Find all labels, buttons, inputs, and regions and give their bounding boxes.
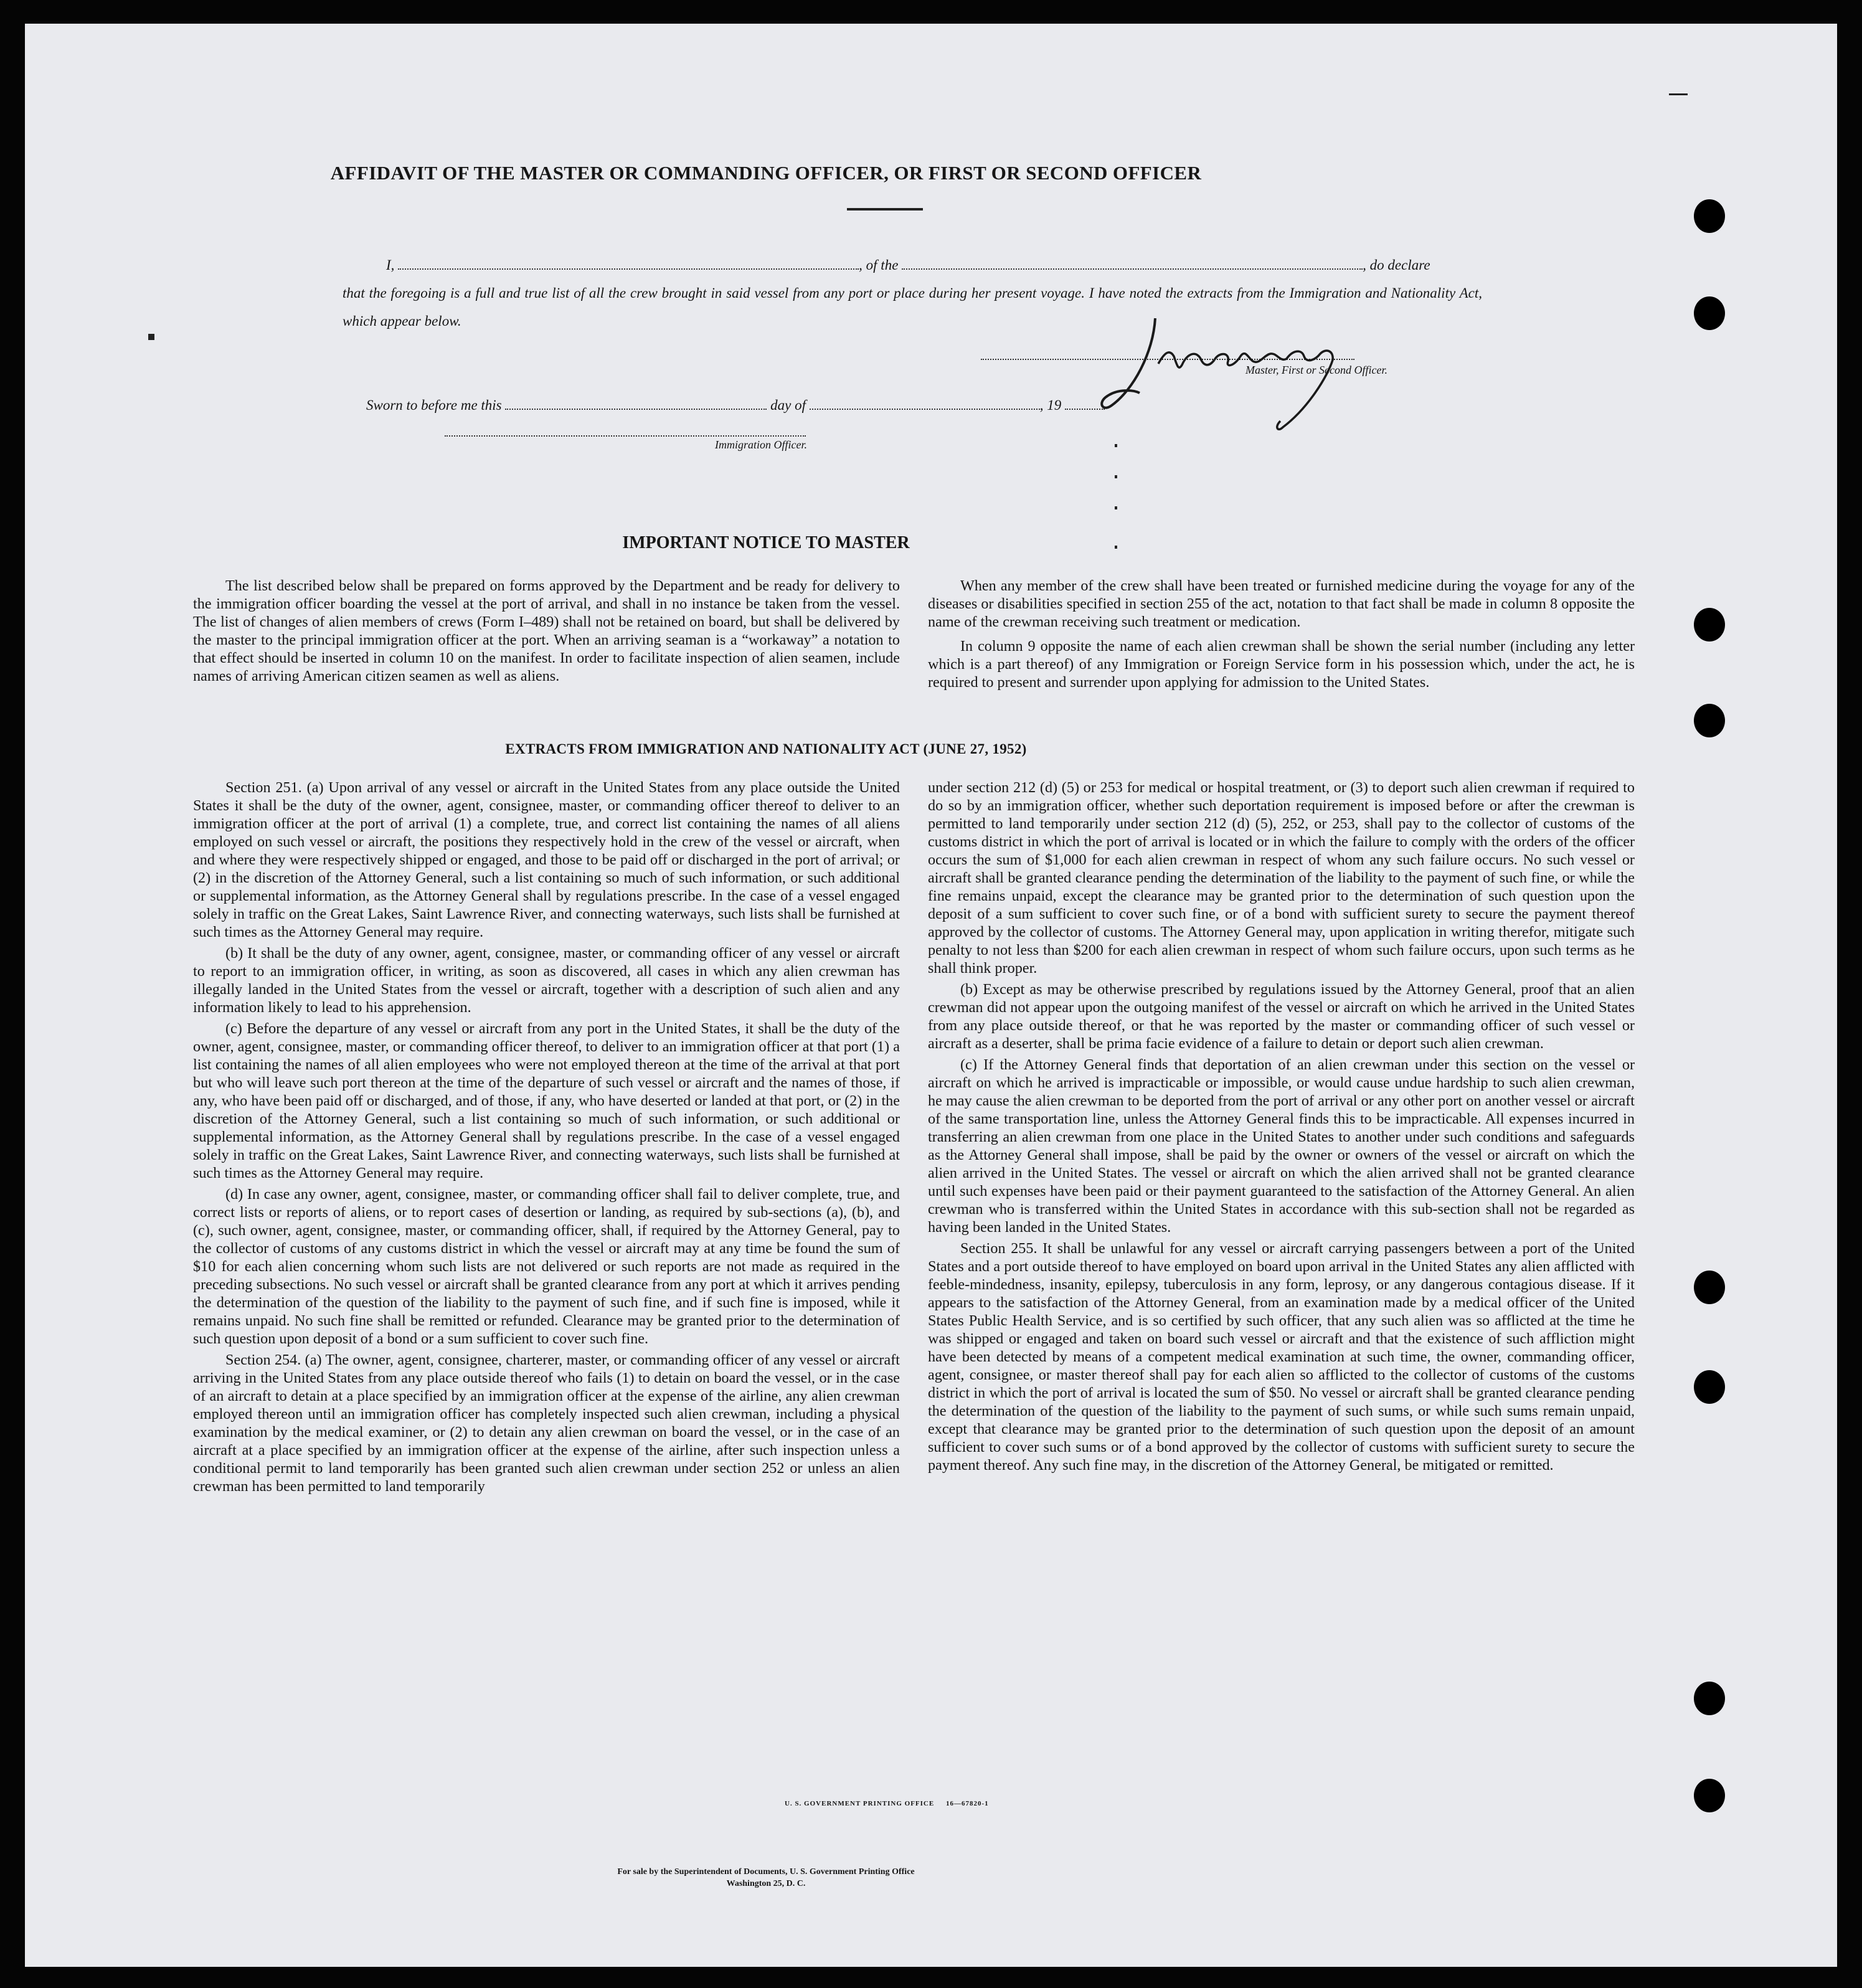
notice-paragraph: The list described below shall be prepared on forms approved by the Department and be ready for delivery to the immigration officer boarding the vessel at the port of arrival, and shall in no instance be taken from the vessel. The list of changes of alien members of crews (Form I–489) shall not be retained on board, but shall be delivered by the master to the principal immigration officer at the port. When an arriving seaman is a “workaway” a notation to that effect should be inserted in column 10 on the manifest. In order to facilitate inspection of alien seamen, include names of arriving American citizen seamen as well as aliens. (193, 577, 900, 684)
officer-caption: Immigration Officer. (715, 438, 807, 451)
notice-paragraph: When any member of the crew shall have been treated or furnished medicine during the voyage for any of the diseases or disabilities specified in section 255 of the act, notation to that fact shall be made in column 8 opposite the name of the crewman receiving such treatment or medication. (928, 577, 1635, 630)
year-prefix: , 19 (1039, 397, 1062, 413)
extract-paragraph: under section 212 (d) (5) or 253 for medical or hospital treatment, or (3) to deport such alien crewman if required to do so by an immigration officer, whether such deportation requirement is imposed before or after the crewman is permitted to land temporarily under section 212 (d) (5), 252, or 253, shall pay to the collector of customs of the customs district in which the port of arrival is located or in which the failure to comply with the orders of the officer occurs the sum of $1,000 for each alien crewman in respect of whom any such failure occurs. No such vessel or aircraft shall be granted clearance pending the determination of the liability to the payment of such fine, or while the fine remains unpaid, except the clearance may be granted prior to the determination of such question upon the deposit of a sum sufficient to cover such fine, or of a bond with sufficient surety to secure the payment thereof approved by the collector of customs. The Attorney General may, upon application in writing therefor, mitigate such penalty to not less than $200 for each alien crewman in respect of whom such failure occurs, upon such terms as he shall think proper. (928, 779, 1635, 977)
scan-speck (1115, 475, 1117, 478)
scan-speck (1115, 546, 1117, 549)
extract-paragraph: (d) In case any owner, agent, consignee, master, or commanding officer shall fail to deliver complete, true, and correct lists or reports of aliens, or to report cases of desertion or landing, as required by sub-sections (a), (b), and (c), such owner, agent, consignee, master, or commanding officer, shall, if required by the Attorney General, pay to the collector of customs of any customs district in which the vessel or aircraft may at any time be found the sum of $10 for each alien concerning whom such lists are not delivered or such reports are not made as required in the preceding subsections. No such vessel or aircraft shall be granted clearance from any port at which it arrives pending the determination of the question of the liability to the payment of such fine, and if such fine is imposed, while it remains unpaid. No such fine shall be remitted or refunded. Clearance may be granted prior to the determination of such question upon deposit of a bond or a sum sufficient to cover such fine. (193, 1186, 900, 1347)
declaration-line (386, 251, 1495, 279)
binder-hole (1694, 199, 1725, 233)
extract-paragraph: (c) If the Attorney General finds that deportation of an alien crewman under this section on the vessel or aircraft on which he arrived is impracticable or impossible, or would cause undue hardship to such alien crewman, he may cause the alien crewman to be deported from the port of arrival or any other port on another vessel or aircraft of the same transportation line, unless the Attorney General finds this to be impracticable. All expenses incurred in transferring an alien crewman from one place in the United States to another under such conditions and safeguards as the Attorney General shall impose, shall be paid by the owner or owners of the vessel or aircraft on which the alien arrived in the United States. The vessel or aircraft on which the alien arrived shall not be granted clearance until such expenses have been paid or their payment guaranteed to the satisfaction of the Attorney General. An alien crewman who is transferred within the United States in accordance with this sub-section shall not be regarded as having been landed in the United States. (928, 1056, 1635, 1236)
month-blank[interactable] (810, 395, 1040, 410)
document-page (25, 24, 1837, 1967)
extract-paragraph: (b) It shall be the duty of any owner, agent, consignee, master, or commanding officer of any vessel or aircraft to report to an immigration officer, in writing, as soon as discovered, all cases in which any alien crewman has illegally landed in the United States from the vessel or aircraft, together with a description of such alien and any information likely to lead to his apprehension. (193, 945, 900, 1016)
extracts-left-column (193, 779, 900, 1498)
master-caption: Master, First or Second Officer. (1245, 364, 1387, 376)
affidavit-title: AFFIDAVIT OF THE MASTER OR COMMANDING OFFICER, OR FIRST OR SECOND OFFICER (330, 162, 1202, 184)
do-declare-label: , do declare (1363, 257, 1430, 273)
printing-office-line: U. S. GOVERNMENT PRINTING OFFICE 16—67820-1 (785, 1800, 989, 1807)
binder-hole (1694, 1682, 1725, 1715)
scan-speck (1669, 93, 1688, 95)
day-of-label: day of (770, 397, 806, 413)
binder-hole (1694, 296, 1725, 330)
binder-hole (1694, 1779, 1725, 1812)
binder-hole (1694, 608, 1725, 641)
notice-right-column (928, 577, 1635, 694)
binder-hole (1694, 704, 1725, 737)
day-blank[interactable] (505, 395, 767, 410)
scan-speck (148, 334, 154, 340)
sale-line-1: For sale by the Superintendent of Documents, U. S. Government Printing Office (617, 1867, 915, 1877)
vessel-blank[interactable] (902, 255, 1363, 270)
notice-left-column (193, 577, 900, 688)
declaration-statement: that the foregoing is a full and true list of all the crew brought in said vessel from any port or place during her present voyage. I have noted the extracts from the Immigration and Nationality Act, which appear below. (343, 285, 1482, 329)
notice-title: IMPORTANT NOTICE TO MASTER (622, 533, 910, 552)
extract-paragraph: Section 254. (a) The owner, agent, consignee, charterer, master, or commanding officer of any vessel or aircraft arriving in the United States from any place outside thereof who fails (1) to detain on board the vessel, or in the case of an aircraft to detain at a place specified by an immigration officer at the expense of the airline, any alien crewman employed thereon until an immigration officer has completely inspected such alien crewman, including a physical examination by the medical examiner, or (2) to detain any alien crewman on board the vessel, or in the case of an aircraft at a place specified by an immigration officer at the expense of the airline, after such inspection unless a conditional permit to land temporarily has been granted such alien crewman under section 252 or unless an alien crewman has been permitted to land temporarily (193, 1351, 900, 1495)
binder-hole (1694, 1271, 1725, 1304)
signature-image (1096, 296, 1370, 446)
sworn-label: Sworn to before me this (366, 397, 502, 413)
sale-notice (25, 1866, 1507, 1890)
extract-paragraph: Section 251. (a) Upon arrival of any vessel or aircraft in the United States from any place outside the United States it shall be the duty of the owner, agent, consignee, master, or commanding officer thereof to deliver to an immigration officer at the port of arrival (1) a complete, true, and correct list containing the names of all aliens employed on such vessel or aircraft, the positions they respectively hold in the crew of the vessel or aircraft, when and where they were respectively shipped or engaged, and those to be paid off or discharged in the port of arrival; or (2) in the discretion of the Attorney General, such a list containing so much of such information, or such additional or supplemental information, as the Attorney General shall by regulations prescribe. In the case of a vessel engaged solely in traffic on the Great Lakes, Saint Lawrence River, and connecting waterways, such lists shall be furnished at such times as the Attorney General may require. (193, 779, 900, 940)
i-label: I, (386, 257, 395, 273)
extract-paragraph: Section 255. It shall be unlawful for any vessel or aircraft carrying passengers between a port of the United States and a port outside thereof to have employed on board upon arrival in the United States any alien afflicted with feeble-mindedness, insanity, epilepsy, tuberculosis in any form, leprosy, or any dangerous contagious disease. If it appears to the satisfaction of the Attorney General, from an examination made by a medical officer of the United States Public Health Service, and is so certified by such officer, that any such alien was so afflicted at the time he was shipped or engaged and taken on board such vessel or aircraft and that the existence of such affliction might have been detected by means of a competent medical examination at such time, the owner, commanding officer, agent, consignee, or master thereof shall pay for each alien so afflicted to the collector of customs of the customs district in which the port of arrival is located the sum of $50. No vessel or aircraft shall be granted clearance pending the determination of the question of the liability to the payment of such sums, or while such sums remain unpaid, except that clearance may be granted prior to the determination of such question upon the deposit of an amount sufficient to cover such sums or of a bond approved by the collector of customs with sufficient surety to secure the payment thereof. Any such fine may, in the discretion of the Attorney General, be mitigated or remitted. (928, 1240, 1635, 1474)
of-the-label: , of the (859, 257, 899, 273)
sale-line-2: Washington 25, D. C. (726, 1879, 806, 1888)
extracts-title: EXTRACTS FROM IMMIGRATION AND NATIONALITY ACT (JUNE 27, 1952) (505, 741, 1027, 757)
binder-hole (1694, 1370, 1725, 1404)
scan-speck (1115, 444, 1117, 447)
extracts-right-column (928, 779, 1635, 1477)
scan-speck (1115, 506, 1117, 509)
notice-paragraph: In column 9 opposite the name of each alien crewman shall be shown the serial number (including any letter which is a part thereof) of any Immigration or Foreign Service form in his possession which, under the act, he is required to present and surrender upon applying for admission to the United States. (928, 638, 1635, 691)
title-underline (847, 208, 923, 211)
extract-paragraph: (b) Except as may be otherwise prescribed by regulations issued by the Attorney General, proof that an alien crewman did not appear upon the outgoing manifest of the vessel or aircraft on which he arrived in the United States from any place outside thereof, or that he was reported by the master or commanding officer of such vessel or aircraft as a deserter, shall be prima facie evidence of a failure to detain or deport such alien crewman. (928, 981, 1635, 1052)
name-blank[interactable] (398, 255, 859, 270)
extract-paragraph: (c) Before the departure of any vessel or aircraft from any port in the United States, it shall be the duty of the owner, agent, consignee, master, or commanding officer thereof, to deliver to an immigration officer at that port (1) a list containing the names of all alien employees who were not employed thereon at the time of the arrival at that port but who will leave such port thereon at the time of the departure of such vessel or aircraft and the names of those, if any, who have been paid off or discharged, and of those, if any, who have deserted or landed at that port, or (2) in the discretion of the Attorney General, such a list containing so much of such information, or such additional or supplemental information, as the Attorney General shall by regulations prescribe. In the case of a vessel engaged solely in traffic on the Great Lakes, Saint Lawrence River, and connecting waterways, such lists shall be furnished at such times as the Attorney General may require. (193, 1020, 900, 1181)
officer-signature-line (445, 435, 806, 437)
